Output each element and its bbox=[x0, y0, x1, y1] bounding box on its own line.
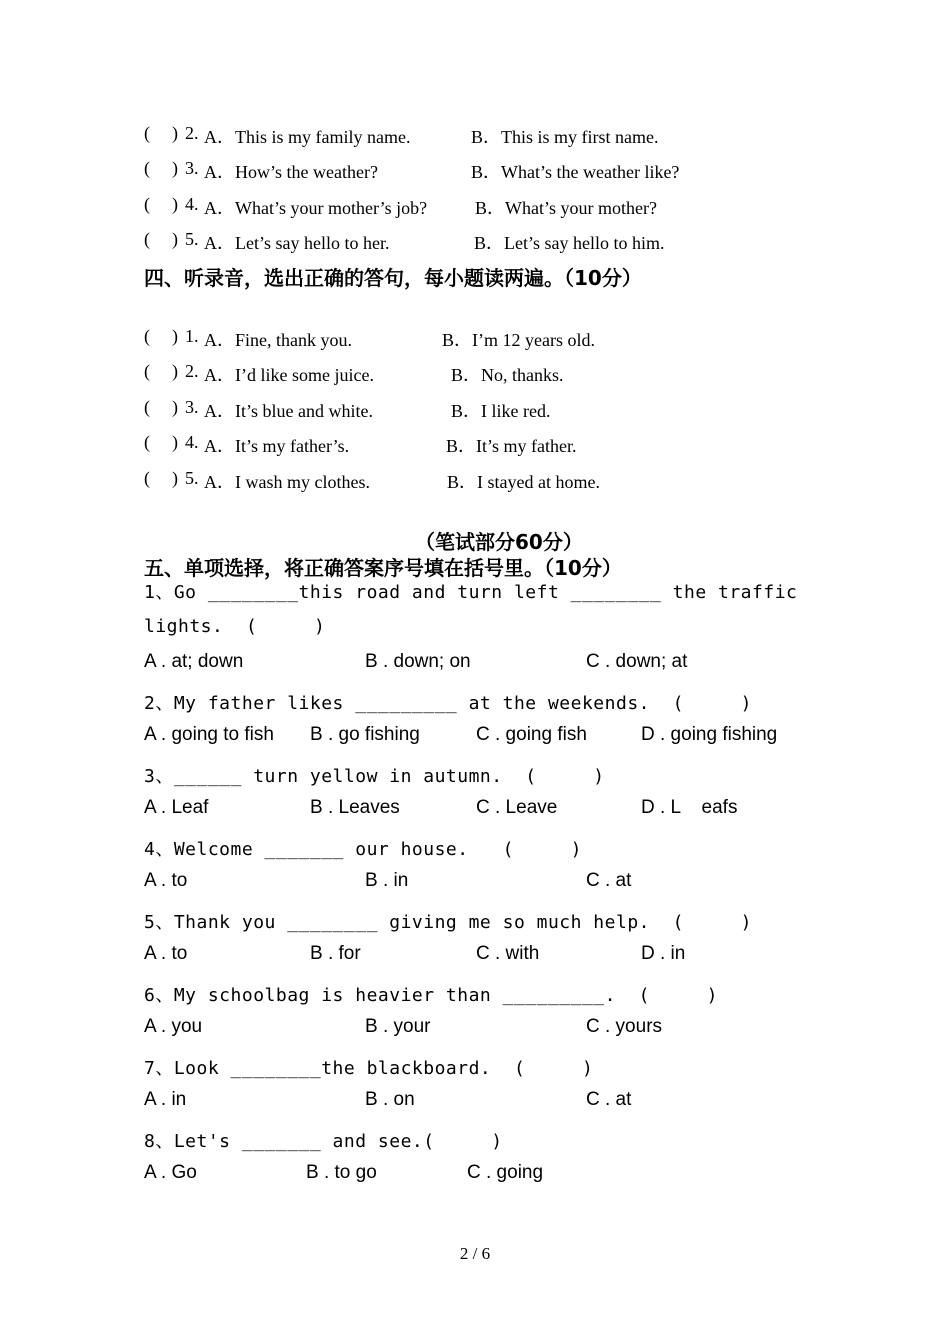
option-a: A . Leaf bbox=[144, 797, 209, 818]
option-a: A . at; down bbox=[144, 651, 244, 672]
option-b: B . in bbox=[365, 870, 409, 891]
option-d: D . going fishing bbox=[641, 724, 778, 745]
option-a: A . in bbox=[144, 1089, 187, 1110]
page-number: 2 / 6 bbox=[459, 1244, 491, 1263]
answer-paren-open: ( bbox=[144, 468, 150, 488]
item-number: 4. bbox=[185, 194, 199, 214]
option-b: B．This is my first name. bbox=[471, 127, 659, 147]
question-7: 7、Look ________the blackboard. ( ) bbox=[144, 1058, 594, 1079]
option-b: B . to go bbox=[306, 1162, 377, 1183]
option-c: C . with bbox=[476, 943, 540, 964]
option-b: B．Let’s say hello to him. bbox=[474, 233, 665, 253]
answer-paren-close: ) bbox=[172, 123, 178, 143]
option-b: B．I like red. bbox=[451, 401, 551, 421]
question-1-line-1: 1、Go ________this road and turn left ________ the traffic bbox=[144, 582, 798, 603]
option-b: B．What’s your mother? bbox=[475, 198, 657, 218]
option-c: C . Leave bbox=[476, 797, 558, 818]
item-number: 5. bbox=[185, 468, 199, 488]
item-number: 3. bbox=[185, 397, 199, 417]
option-a: A．What’s your mother’s job? bbox=[204, 198, 428, 218]
option-a: A . to bbox=[144, 870, 188, 891]
question-4: 4、Welcome _______ our house. ( ) bbox=[144, 839, 582, 860]
answer-paren-close: ) bbox=[172, 432, 178, 452]
written-part-title: （笔试部分60分） bbox=[415, 530, 583, 554]
question-6: 6、My schoolbag is heavier than _________. ( ) bbox=[144, 985, 719, 1006]
option-b: B . down; on bbox=[365, 651, 471, 672]
option-b: B．What’s the weather like? bbox=[471, 162, 680, 182]
answer-paren-close: ) bbox=[172, 194, 178, 214]
option-a: A．I wash my clothes. bbox=[204, 472, 370, 492]
item-number: 4. bbox=[185, 432, 199, 452]
question-1-line-2: lights. ( ) bbox=[144, 616, 326, 637]
answer-paren-close: ) bbox=[172, 229, 178, 249]
question-5: 5、Thank you ________ giving me so much help. ( ) bbox=[144, 912, 753, 933]
question-8: 8、Let's _______ and see.( ) bbox=[144, 1131, 503, 1152]
option-c: C . going fish bbox=[476, 724, 587, 745]
answer-paren-close: ) bbox=[172, 326, 178, 346]
option-d: D . L eafs bbox=[641, 797, 738, 818]
question-3: 3、______ turn yellow in autumn. ( ) bbox=[144, 766, 605, 787]
option-a: A . you bbox=[144, 1016, 203, 1037]
option-b: B . go fishing bbox=[310, 724, 420, 745]
option-a: A . Go bbox=[144, 1162, 197, 1183]
answer-paren-close: ) bbox=[172, 158, 178, 178]
item-number: 3. bbox=[185, 158, 199, 178]
answer-paren-open: ( bbox=[144, 397, 150, 417]
item-number: 2. bbox=[185, 361, 199, 381]
answer-paren-open: ( bbox=[144, 432, 150, 452]
answer-paren-close: ) bbox=[172, 468, 178, 488]
item-number: 1. bbox=[185, 326, 199, 346]
option-b: B．I’m 12 years old. bbox=[442, 330, 595, 350]
option-c: C . down; at bbox=[586, 651, 688, 672]
option-b: B．It’s my father. bbox=[446, 436, 577, 456]
answer-paren-open: ( bbox=[144, 158, 150, 178]
option-b: B．I stayed at home. bbox=[447, 472, 600, 492]
option-a: A．Fine, thank you. bbox=[204, 330, 352, 350]
option-c: C . at bbox=[586, 1089, 632, 1110]
answer-paren-close: ) bbox=[172, 397, 178, 417]
answer-paren-close: ) bbox=[172, 361, 178, 381]
option-a: A．This is my family name. bbox=[204, 127, 411, 147]
option-c: C . at bbox=[586, 870, 632, 891]
option-b: B . your bbox=[365, 1016, 431, 1037]
option-a: A . going to fish bbox=[144, 724, 274, 745]
section-5-heading: 五、单项选择，将正确答案序号填在括号里。（10分） bbox=[144, 556, 622, 580]
answer-paren-open: ( bbox=[144, 361, 150, 381]
answer-paren-open: ( bbox=[144, 194, 150, 214]
answer-paren-open: ( bbox=[144, 229, 150, 249]
question-2: 2、My father likes _________ at the weekends. ( ) bbox=[144, 693, 753, 714]
option-a: A . to bbox=[144, 943, 188, 964]
option-a: A．Let’s say hello to her. bbox=[204, 233, 390, 253]
option-b: B . on bbox=[365, 1089, 415, 1110]
option-d: D . in bbox=[641, 943, 686, 964]
section-4-heading: 四、听录音，选出正确的答句，每小题读两遍。（10分） bbox=[144, 266, 642, 290]
option-b: B．No, thanks. bbox=[451, 365, 564, 385]
item-number: 5. bbox=[185, 229, 199, 249]
answer-paren-open: ( bbox=[144, 326, 150, 346]
answer-paren-open: ( bbox=[144, 123, 150, 143]
option-a: A．It’s blue and white. bbox=[204, 401, 373, 421]
option-a: A．I’d like some juice. bbox=[204, 365, 374, 385]
option-b: B . for bbox=[310, 943, 361, 964]
option-c: C . going bbox=[467, 1162, 544, 1183]
item-number: 2. bbox=[185, 123, 199, 143]
option-c: C . yours bbox=[586, 1016, 663, 1037]
option-a: A．How’s the weather? bbox=[204, 162, 378, 182]
option-b: B . Leaves bbox=[310, 797, 400, 818]
option-a: A．It’s my father’s. bbox=[204, 436, 350, 456]
